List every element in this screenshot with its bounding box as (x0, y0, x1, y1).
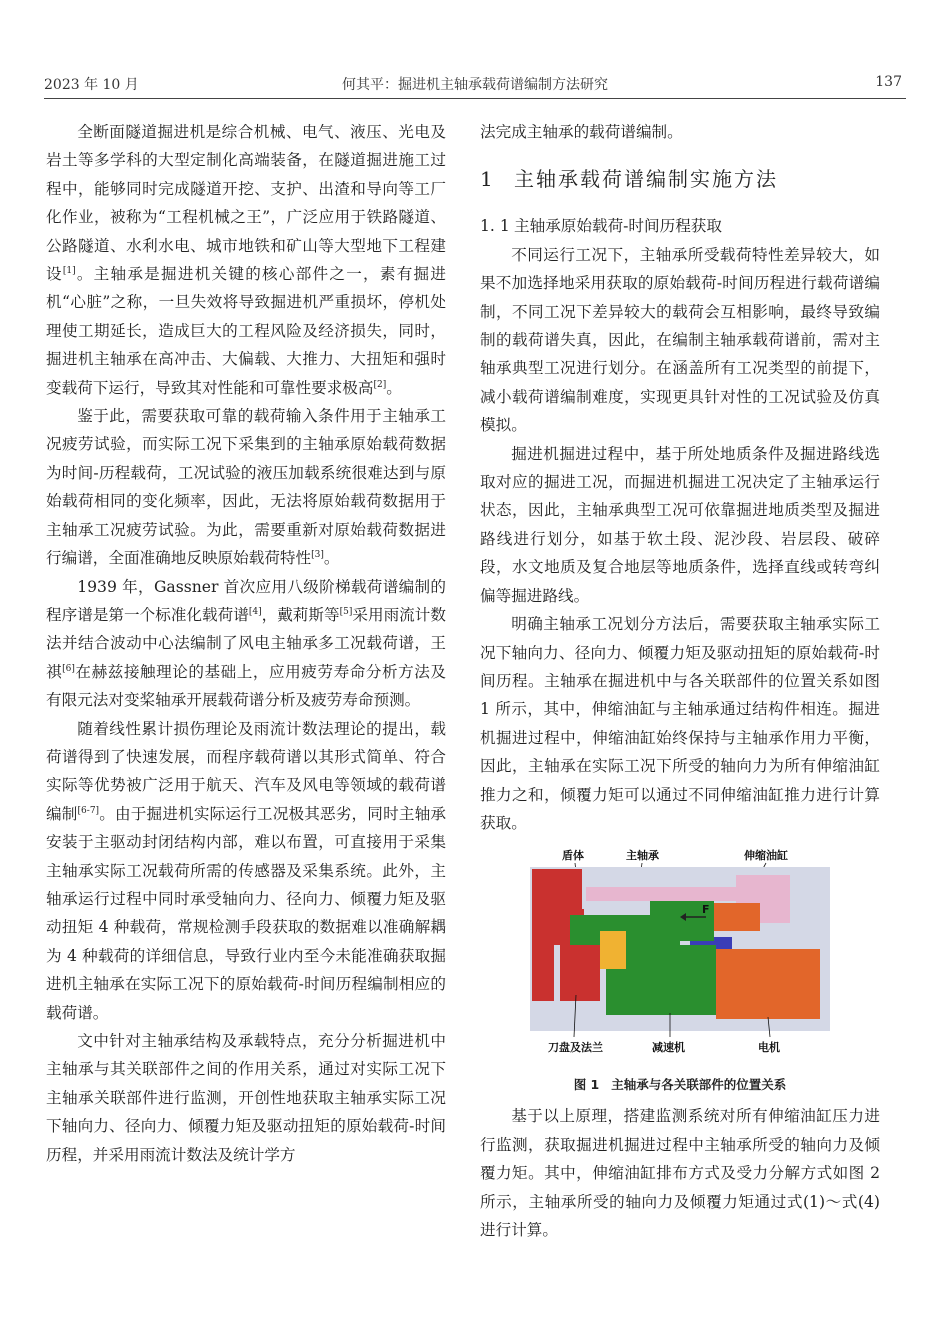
paragraph: 基于以上原理，搭建监测系统对所有伸缩油缸压力进行监测，获取掘进机掘进过程中主轴承所受的轴向力及倾覆力矩。其中，伸缩油缸排布方式及受力分解方式如图 2 所示，主轴承所受的轴向力及倾覆力矩通过式(1)～式(4)进行计算。 (480, 1107, 880, 1239)
paragraph-text: 全断面隧道掘进机是综合机械、电气、液压、光电及岩土等多学科的大型定制化高端装备，在隧道掘进施工过程中，能够同时完成隧道开挖、支护、出渣和导向等工厂化作业，被称为“工程机械之王”，广泛应用于铁路隧道、公路隧道、水利水电、城市地铁和矿山等大型地下工程建设 (46, 123, 446, 284)
label-motor: 电机 (758, 1041, 780, 1055)
citation-ref: [6] (62, 663, 75, 674)
issue-date: 2023 年 10 月 (44, 77, 139, 93)
paragraph-text: ，戴莉斯等 (261, 605, 340, 624)
figure-caption-text: 主轴承与各关联部件的位置关系 (611, 1077, 787, 1093)
subsection-number: 1. 1 (480, 217, 510, 236)
subsection-heading (480, 212, 880, 240)
paragraph-text: 。由于掘进机实际运行工况极其恶劣，同时主轴承安装于主驱动封闭结构内部，难以布置，可直接用于采集主轴承实际工况载荷所需的传感器及采集系统。此外，主轴承运行过程中同时承受轴向力、径向力、倾覆力矩及驱动扭矩 4 种载荷，常规检测手段获取的数据难以准确解耦为 4 种载荷的详细信息，导致行业内至今未能准确获取掘进机主轴承在实际工况下的原始载荷-时间历程编制相应的载荷谱。 (46, 804, 446, 1022)
paragraph (46, 573, 446, 715)
paragraph: 明确主轴承工况划分方法后，需要获取主轴承实际工况下轴向力、径向力、倾覆力矩及驱动扭矩的原始载荷-时间历程。主轴承在掘进机中与各关联部件的位置关系如图 1 所示，其中，伸缩油缸与主轴承通过结构件相连。掘进机掘进过程中，伸缩油缸始终保持与主轴承作用力平衡，因此，主轴承在实际工况下所受的轴向力为所有伸缩油缸推力之和，倾覆力矩可以通过不同伸缩油缸推力进行计算获取。 (480, 615, 880, 832)
paragraph: 掘进机掘进过程中，基于所处地质条件及掘进路线选取对应的掘进工况，而掘进机掘进工况决定了主轴承运行状态，因此，主轴承典型工况可依靠掘进地质类型及掘进路线进行划分，如基于软土段、泥沙段、岩层段、破碎段，水文地质及复合地层等地质条件，选择直线或转弯纠偏等掘进路线。 (480, 444, 880, 605)
running-header (44, 62, 906, 99)
paragraph (46, 118, 446, 402)
citation-ref: [1] (62, 265, 76, 276)
paragraph-text: 文中针对主轴承结构及承载特点，充分分析掘进机中主轴承与其关联部件之间的作用关系，通过对实际工况下主轴承关联部件进行监测，开创性地获取主轴承实际工况下轴向力、径向力、倾覆力矩及驱动扭矩的原始载荷-时间历程，并采用雨流计数法及统计学方 (46, 1032, 446, 1164)
citation-ref: [3] (311, 549, 324, 560)
bearing-assembly-diagram (510, 845, 850, 1067)
paragraph-text: 。 (323, 549, 340, 568)
paragraph (46, 1027, 446, 1169)
paragraph (46, 402, 446, 572)
right-column (480, 118, 880, 1244)
subsection-title: 主轴承原始载荷-时间历程获取 (514, 217, 722, 236)
label-reducer: 减速机 (652, 1041, 685, 1055)
label-cylinder: 伸缩油缸 (744, 849, 788, 863)
paragraph-text: 采用雨流计数法并结合波动中心法编制了风电主轴承多工况载荷谱，王祺 (46, 605, 446, 681)
paragraph-text: 在赫兹接触理论的基础上，应用疲劳寿命分析方法及有限元法对变桨轴承开展载荷谱分析及疲劳寿命预测。 (46, 662, 446, 710)
motor-part (716, 949, 820, 1019)
cutterhead-part (560, 945, 600, 1001)
main-bearing-part (600, 931, 626, 969)
paragraph-text: 。主轴承是掘进机关键的核心部件之一，素有掘进机“心脏”之称，一旦失效将导致掘进机严重损坏，停机处理使工期延长，造成巨大的工程风险及经济损失，同时，掘进机主轴承在高冲击、大偏载、大推力、大扭矩和强时变载荷下运行，导致其对性能和可靠性要求极高 (46, 265, 446, 397)
figure-caption (480, 1074, 880, 1096)
citation-ref: [4] (248, 606, 262, 617)
shield-part (532, 869, 554, 1001)
paragraph: 不同运行工况下，主轴承所受载荷特性差异较大，如果不加选择地采用获取的原始载荷-时间历程进行载荷谱编制，不同工况下差异较大的载荷会互相影响，最终导致编制的载荷谱失真，因此，在编制主轴承载荷谱前，需对主轴承典型工况进行划分。在涵盖所有工况类型的前提下，减小载荷谱编制难度，实现更具针对性的工况试验及仿真模拟。 (480, 245, 880, 435)
section-title: 主轴承载荷谱编制实施方法 (514, 167, 778, 192)
paragraph-text: 1939 年，Gassner 首次应用八级阶梯载荷谱编制的程序谱是第一个标准化载荷谱 (46, 577, 446, 624)
label-shield: 盾体 (562, 849, 584, 863)
page-number: 137 (875, 74, 902, 90)
paragraph-text: 。 (386, 378, 402, 397)
running-title: 何其平：掘进机主轴承载荷谱编制方法研究 (342, 77, 608, 93)
figure-1 (480, 845, 880, 1070)
citation-ref: [6-7] (77, 805, 100, 816)
section-number: 1 (480, 167, 495, 192)
paragraph-text: 鉴于此，需要获取可靠的载荷输入条件用于主轴承工况疲劳试验，而实际工况下采集到的主轴承原始载荷数据为时间-历程载荷，工况试验的液压加载系统很难达到与原始载荷相同的变化频率，因此，无法将原始载荷数据用于主轴承工况疲劳试验。为此，需要重新对原始载荷数据进行编谱，全面准确地反映原始载荷特性 (46, 407, 446, 568)
label-main-bearing: 主轴承 (626, 849, 659, 863)
figure-number: 图 1 (573, 1077, 600, 1093)
continuation-text: 法完成主轴承的载荷谱编制。 (480, 123, 683, 141)
section-heading (480, 164, 880, 194)
paragraph-text: 随着线性累计损伤理论及雨流计数法理论的提出，载荷谱得到了快速发展，而程序载荷谱以其形式简单、符合实际等优势被广泛用于航天、汽车及风电等领域的载荷谱编制 (46, 719, 446, 823)
citation-ref: [2] (373, 379, 387, 390)
cylinder-part (586, 887, 754, 901)
paragraph (46, 715, 446, 1027)
label-cutterhead: 刀盘及法兰 (548, 1041, 603, 1055)
citation-ref: [5] (339, 606, 353, 617)
left-column (46, 118, 446, 1169)
label-force: F (702, 903, 710, 917)
